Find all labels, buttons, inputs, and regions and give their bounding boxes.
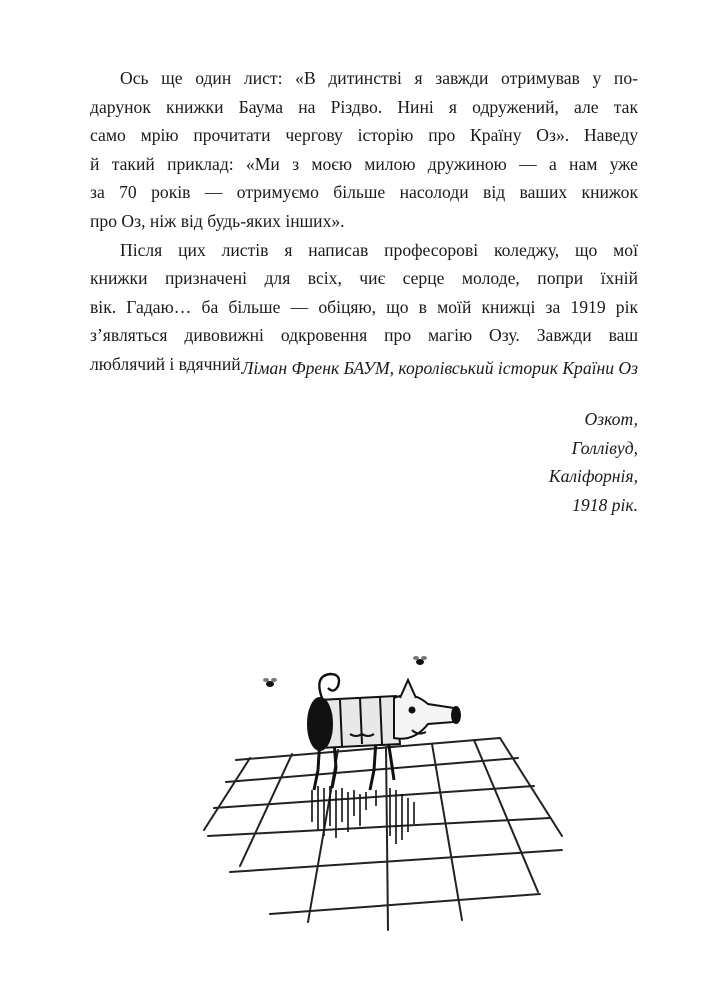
pig-body xyxy=(308,696,400,750)
text-line: за 70 років — отримуємо більше насолоди від ваших книжок xyxy=(90,182,638,203)
place-line: Озкот, xyxy=(584,409,638,429)
pig-head xyxy=(394,680,460,739)
author-signature: Ліман Френк БАУМ, королівський історик Країни Оз xyxy=(241,358,638,378)
text-line: з’являться дивовижні одкровення про магію Озу. Завжди ваш xyxy=(90,325,638,346)
place-date-block xyxy=(360,405,638,519)
paragraph-1 xyxy=(90,64,638,236)
body-text xyxy=(90,64,638,379)
text-line: Після цих листів я написав професорові коледжу, що мої xyxy=(120,239,638,260)
fly-icon xyxy=(413,656,427,665)
text-line: само мрію прочитати чергову історію про Країну Оз». Наведу xyxy=(90,125,638,146)
text-line: дарунок книжки Баума на Різдво. Нині я одружений, але так xyxy=(90,96,638,117)
place-line: Голлівуд, xyxy=(571,437,638,458)
place-line: 1918 рік. xyxy=(572,494,638,515)
tin-pig-illustration-icon xyxy=(200,640,570,940)
text-line: Ось ще один лист: «В дитинстві я завжди отримував у по- xyxy=(120,68,638,88)
text-line: люблячий і вдячний xyxy=(90,353,241,374)
fly-icon xyxy=(263,678,277,687)
text-line: книжки призначені для всіх, чиє серце молоде, попри їхній xyxy=(90,268,638,289)
pig-tail xyxy=(319,674,339,698)
text-line: вік. Гадаю… ба більше — обіцяю, що в моїй книжці за 1919 рік xyxy=(90,296,638,317)
text-line: про Оз, ніж від будь-яких інших». xyxy=(90,210,345,231)
place-line: Каліфорнія, xyxy=(548,466,638,486)
floor-grid xyxy=(204,738,562,930)
text-line: й такий приклад: «Ми з моєю милою дружиною — а нам уже xyxy=(90,153,638,174)
